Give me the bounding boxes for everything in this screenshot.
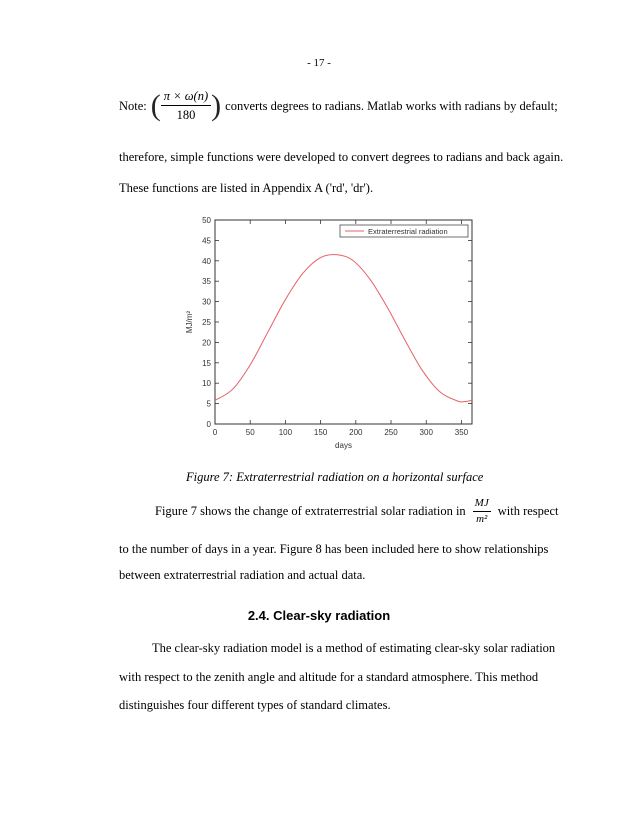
y-tick-label: 15 — [202, 358, 211, 368]
x-tick-label: 150 — [313, 428, 328, 437]
x-tick-label: 350 — [454, 428, 469, 437]
formula-denominator: 180 — [176, 108, 196, 122]
y-tick-label: 30 — [202, 297, 211, 307]
unit-fraction — [473, 497, 491, 526]
figure-caption: Figure 7: Extraterrestrial radiation on a horizontal surface — [186, 470, 484, 484]
paragraph-line: therefore, simple functions were developed to convert degrees to radians and back again. — [119, 150, 564, 164]
formula-fraction — [161, 89, 211, 123]
y-tick-label: 40 — [202, 256, 211, 266]
page-number: - 17 - — [307, 57, 331, 69]
x-tick-label: 300 — [419, 428, 433, 437]
legend-label: Extraterrestrial radiation — [368, 227, 448, 236]
paragraph-text: with respect — [497, 503, 559, 518]
y-axis-label: MJ/m² — [185, 310, 194, 334]
formula-numerator: π × ω(n) — [163, 89, 209, 103]
paragraph-line: with respect to the zenith angle and altitude for a standard atmosphere. This method — [119, 670, 539, 684]
y-tick-label: 35 — [202, 277, 211, 287]
paragraph-text: Figure 7 shows the change of extraterrestrial solar radiation in — [155, 503, 466, 518]
y-tick-label: 20 — [202, 338, 211, 348]
left-paren: ( — [150, 89, 161, 122]
extraterrestrial-radiation-chart — [180, 212, 480, 452]
section-heading: 2.4. Clear-sky radiation — [247, 608, 391, 623]
paragraph-line: between extraterrestrial radiation and actual data. — [119, 568, 366, 582]
y-tick-label: 10 — [202, 379, 211, 389]
unit-denominator: m² — [476, 512, 488, 525]
unit-numerator: MJ — [474, 496, 489, 509]
note-text: converts degrees to radians. Matlab works with radians by default; — [225, 98, 558, 113]
x-tick-label: 200 — [349, 428, 363, 437]
y-tick-label: 0 — [206, 420, 211, 429]
x-tick-label: 100 — [278, 428, 293, 437]
x-tick-label: 50 — [245, 428, 255, 437]
y-tick-label: 5 — [206, 399, 211, 409]
note-label: Note: — [119, 98, 147, 113]
y-tick-label: 45 — [202, 236, 211, 246]
paragraph-line: These functions are listed in Appendix A ('rd', 'dr'). — [119, 181, 374, 195]
x-tick-label: 0 — [212, 428, 218, 437]
right-paren: ) — [211, 89, 222, 122]
y-tick-label: 50 — [202, 216, 211, 225]
paragraph-line: distinguishes four different types of standard climates. — [119, 698, 391, 712]
note-line — [119, 86, 558, 126]
y-tick-label: 25 — [202, 318, 211, 327]
paragraph-line: The clear-sky radiation model is a method of estimating clear-sky solar radiation — [152, 641, 556, 655]
paragraph-line — [155, 494, 558, 528]
x-axis-label: days — [335, 441, 352, 450]
paragraph-line: to the number of days in a year. Figure 8 has been included here to show relationships — [119, 542, 549, 556]
plot-area — [215, 220, 472, 424]
x-tick-label: 250 — [384, 428, 398, 437]
